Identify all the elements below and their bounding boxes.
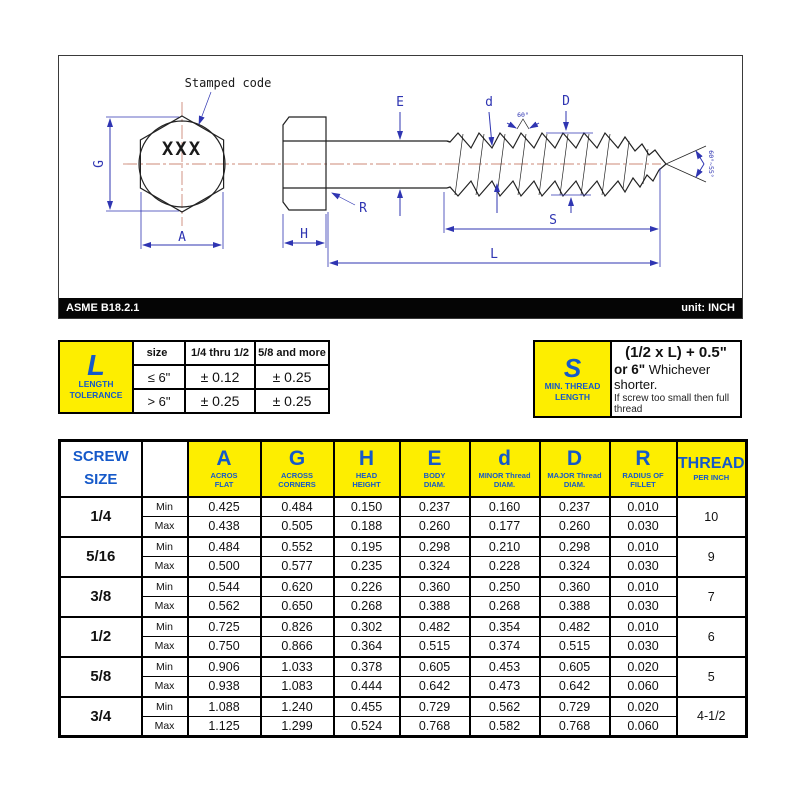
min-label: Min [142,497,188,517]
value-cell: 0.484 [261,497,334,517]
value-cell: 1.083 [261,677,334,697]
value-cell: 0.228 [470,557,540,577]
label-point-angle: 60°~55° [707,150,715,178]
thread-length-rule: or 6" Whichever shorter. [614,361,711,392]
value-cell: 0.453 [470,657,540,677]
value-cell: 0.544 [188,577,261,597]
value-cell: 0.605 [400,657,470,677]
point-angle-annotation [666,146,715,182]
value-cell: 0.473 [470,677,540,697]
min-thread-symbol-cell [535,342,612,416]
length-tolerance-symbol-cell [59,341,133,413]
min-label: Min [142,577,188,597]
value-cell: 0.620 [261,577,334,597]
label-R: R [359,201,367,216]
label-S: S [549,213,557,228]
dimension-D-major [546,94,593,213]
dimension-R [332,193,367,216]
table-row-1/2-max [60,637,747,657]
value-cell: 0.562 [188,597,261,617]
min-label: Min [142,617,188,637]
value-cell: 0.725 [188,617,261,637]
max-label: Max [142,557,188,577]
size-cell-5/16: 5/16 [60,537,142,577]
value-cell: 0.374 [470,637,540,657]
center-lines [123,102,661,226]
label-H: H [300,227,308,242]
value-cell: 0.500 [188,557,261,577]
value-cell: 0.324 [540,557,610,577]
value-cell: 0.729 [400,697,470,717]
max-label: Max [142,597,188,617]
column-header-R: R RADIUS OF FILLET [610,441,677,497]
label-G: G [92,160,107,168]
value-cell: 1.240 [261,697,334,717]
length-tolerance-table [58,340,330,414]
value-cell: 0.552 [261,537,334,557]
min-label: Min [142,657,188,677]
table-row-5/16-max [60,557,747,577]
value-cell: 0.938 [188,677,261,697]
size-cell-3/8: 3/8 [60,577,142,617]
value-cell: 0.484 [188,537,261,557]
hex-head-side-view [283,117,326,210]
value-cell: 0.010 [610,617,677,637]
dimension-H [283,214,326,248]
tolerance-size-long: > 6" [133,389,185,413]
tolerance-row-short: ≤ 6" ± 0.12 ± 0.25 [59,365,329,389]
column-header-H: H HEAD HEIGHT [334,441,400,497]
value-cell: 0.378 [334,657,400,677]
tolerance-header-size: size [133,341,185,365]
dimension-S [444,168,660,267]
value-cell: 0.505 [261,517,334,537]
value-cell: 0.060 [610,717,677,737]
min-label: Min [142,537,188,557]
thread-length-note: If screw too small then full thread [614,392,730,415]
thread-per-inch-cell: 9 [677,537,747,577]
value-cell: 0.195 [334,537,400,557]
label-E: E [396,95,404,110]
symbol-L: L [87,349,105,382]
thread-per-inch-cell: 7 [677,577,747,617]
value-cell: 0.177 [470,517,540,537]
value-cell: 1.125 [188,717,261,737]
thread-angle-annotation [507,111,539,129]
value-cell: 0.605 [540,657,610,677]
tolerance-row-long: > 6" ± 0.25 ± 0.25 [59,389,329,413]
value-cell: 0.866 [261,637,334,657]
tolerance-header-small: 1/4 thru 1/2 [185,341,255,365]
screw-threads [447,133,666,196]
label-A: A [178,230,186,245]
stamped-code-callout [185,76,272,124]
value-cell: 0.260 [540,517,610,537]
value-cell: 0.268 [470,597,540,617]
value-cell: 0.010 [610,497,677,517]
column-header-D: D MAJOR Thread DIAM. [540,441,610,497]
value-cell: 0.642 [540,677,610,697]
symbol-S-caption: MIN. THREAD LENGTH [544,380,601,402]
table-row-1/4-min [60,497,747,517]
table-row-3/8-max [60,597,747,617]
table-row-5/8-min [60,657,747,677]
symbol-L-caption: LENGTH TOLERANCE [69,379,123,401]
value-cell: 0.020 [610,697,677,717]
max-label: Max [142,517,188,537]
value-cell: 1.299 [261,717,334,737]
min-label: Min [142,697,188,717]
column-header-thread-per-inch: THREAD PER INCH [677,441,747,497]
value-cell: 0.010 [610,577,677,597]
screw-shank [326,141,450,188]
table-row-1/4-max [60,517,747,537]
max-label: Max [142,677,188,697]
value-cell: 0.260 [400,517,470,537]
value-cell: 0.438 [188,517,261,537]
value-cell: 0.562 [470,697,540,717]
value-cell: 0.444 [334,677,400,697]
column-header-A: A ACROS FLAT [188,441,261,497]
dimension-d-minor [485,95,497,213]
value-cell: 0.524 [334,717,400,737]
unit-label: unit: INCH [681,302,735,314]
max-label: Max [142,637,188,657]
label-d-minor: d [485,95,493,110]
value-cell: 0.010 [610,537,677,557]
table-row-1/2-min [60,617,747,637]
symbol-S: S [563,352,582,383]
tolerance-size-short: ≤ 6" [133,365,185,389]
column-header-E: E BODY DIAM. [400,441,470,497]
value-cell: 0.515 [400,637,470,657]
value-cell: 0.354 [470,617,540,637]
value-cell: 0.324 [400,557,470,577]
value-cell: 0.650 [261,597,334,617]
size-cell-1/4: 1/4 [60,497,142,537]
value-cell: 0.160 [470,497,540,517]
size-cell-1/2: 1/2 [60,617,142,657]
table-row-5/16-min [60,537,747,557]
value-cell: 0.482 [400,617,470,637]
value-cell: 0.577 [261,557,334,577]
column-header-d: d MINOR Thread DIAM. [470,441,540,497]
size-cell-5/8: 5/8 [60,657,142,697]
value-cell: 0.302 [334,617,400,637]
value-cell: 0.482 [540,617,610,637]
min-thread-rule [612,342,740,416]
value-cell: 0.020 [610,657,677,677]
value-cell: 0.729 [540,697,610,717]
screw-dimension-table [58,439,748,738]
value-cell: 0.250 [470,577,540,597]
value-cell: 0.060 [610,677,677,697]
thread-per-inch-cell: 6 [677,617,747,657]
value-cell: 1.088 [188,697,261,717]
value-cell: 0.235 [334,557,400,577]
value-cell: 0.768 [540,717,610,737]
size-cell-3/4: 3/4 [60,697,142,737]
column-header-G: G ACROSS CORNERS [261,441,334,497]
value-cell: 0.642 [400,677,470,697]
value-cell: 0.298 [540,537,610,557]
value-cell: 0.455 [334,697,400,717]
thread-per-inch-cell: 10 [677,497,747,537]
standard-bar [59,298,742,318]
label-L: L [490,247,498,262]
dimension-E [396,95,404,216]
screw-size-header: SCREW SIZE [60,441,142,497]
value-cell: 0.150 [334,497,400,517]
value-cell: 0.750 [188,637,261,657]
value-cell: 0.030 [610,637,677,657]
value-cell: 0.030 [610,517,677,537]
label-thread-angle: 60° [517,111,529,119]
thread-per-inch-cell: 4-1/2 [677,697,747,737]
value-cell: 0.237 [540,497,610,517]
thread-per-inch-cell: 5 [677,657,747,697]
value-cell: 0.360 [400,577,470,597]
value-cell: 0.188 [334,517,400,537]
stamped-code-label: Stamped code [184,76,272,90]
value-cell: 0.364 [334,637,400,657]
value-cell: 0.906 [188,657,261,677]
value-cell: 0.768 [400,717,470,737]
value-cell: 1.033 [261,657,334,677]
value-cell: 0.298 [400,537,470,557]
value-cell: 0.425 [188,497,261,517]
min-thread-length-box [533,340,742,418]
value-cell: 0.582 [470,717,540,737]
min-max-header-blank [142,441,188,497]
value-cell: 0.268 [334,597,400,617]
value-cell: 0.826 [261,617,334,637]
value-cell: 0.515 [540,637,610,657]
value-cell: 0.030 [610,557,677,577]
standard-name: ASME B18.2.1 [66,302,140,314]
stamped-code-mark: XXX [161,138,203,160]
value-cell: 0.360 [540,577,610,597]
value-cell: 0.226 [334,577,400,597]
dimension-L [328,212,658,267]
value-cell: 0.210 [470,537,540,557]
value-cell: 0.030 [610,597,677,617]
value-cell: 0.237 [400,497,470,517]
tolerance-header-large: 5/8 and more [255,341,329,365]
table-row-3/8-min [60,577,747,597]
table-row-3/4-min [60,697,747,717]
thread-length-formula: (1/2 x L) + 0.5" [625,343,727,361]
table-row-5/8-max [60,677,747,697]
label-D-major: D [562,94,570,109]
value-cell: 0.388 [400,597,470,617]
lag-screw-diagram [59,56,741,297]
value-cell: 0.388 [540,597,610,617]
technical-drawing-panel [58,55,743,319]
table-row-3/4-max [60,717,747,737]
max-label: Max [142,717,188,737]
